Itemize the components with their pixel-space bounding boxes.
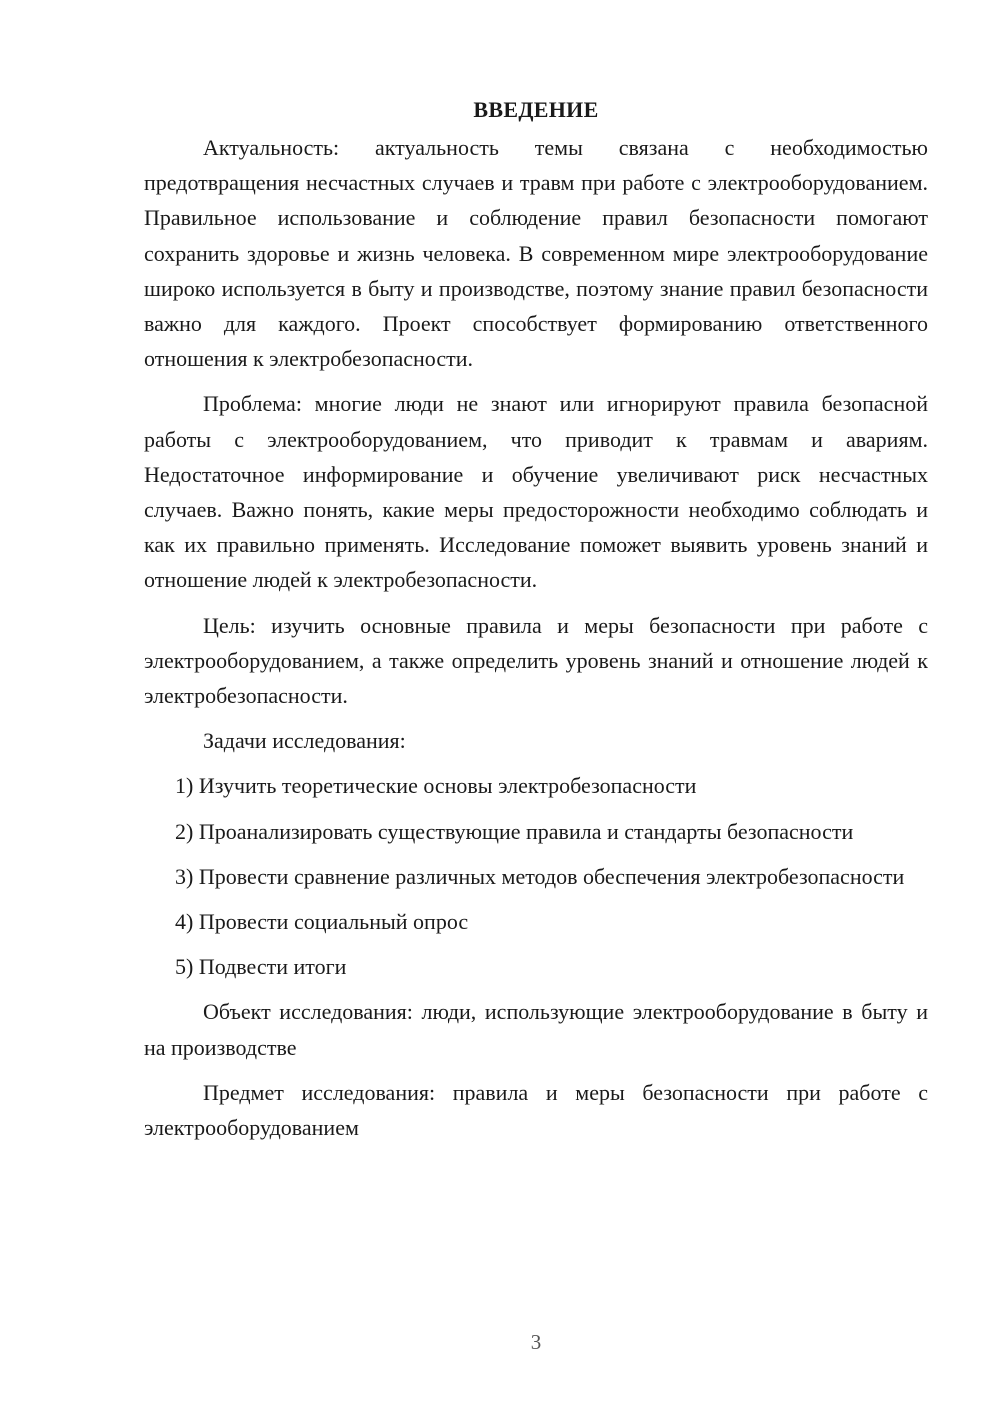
paragraph-object: Объект исследования: люди, использующие электрооборудование в быту и на производстве [144,999,928,1060]
paragraph-goal: Цель: изучить основные правила и меры безопасности при работе с электрооборудованием, а также определить уровень знаний и отношение людей к электробезопасности. [144,612,928,709]
paragraph-problem: Проблема: многие люди не знают или игнорируют правила безопасной работы с электрооборудованием, что приводит к травмам и авариям. Недостаточное информирование и обучение увеличивают риск несчастных случаев. Важно понять, какие меры предосторожности необходимо соблюдать и как их правильно применять. Исследование поможет выявить уровень знаний и отношение людей к электробезопасности. [144,391,928,593]
task-item-5: 5) Подвести итоги [175,954,347,980]
task-item-4: 4) Провести социальный опрос [175,909,469,935]
section-heading: ВВЕДЕНИЕ [473,97,599,122]
task-item-1: 1) Изучить теоретические основы электробезопасности [175,773,697,799]
tasks-title: Задачи исследования: [203,728,406,754]
paragraph-subject: Предмет исследования: правила и меры безопасности при работе с электрооборудованием [144,1079,928,1141]
task-item-2: 2) Проанализировать существующие правила и стандарты безопасности [175,818,854,844]
document-page [144,92,928,1155]
task-item-3: 3) Провести сравнение различных методов обеспечения электробезопасности [175,863,905,889]
paragraph-relevance: Актуальность: актуальность темы связана с необходимостью предотвращения несчастных случаев и травм при работе с электрооборудованием. Правильное использование и соблюдение правил безопасности помогают сохранить здоровье и жизнь человека. В современном мире электрооборудование широко используется в быту и производстве, поэтому знание правил безопасности важно для каждого. Проект способствует формированию ответственного отношения к электробезопасности. [144,135,928,372]
page-number: 3 [530,1330,542,1354]
